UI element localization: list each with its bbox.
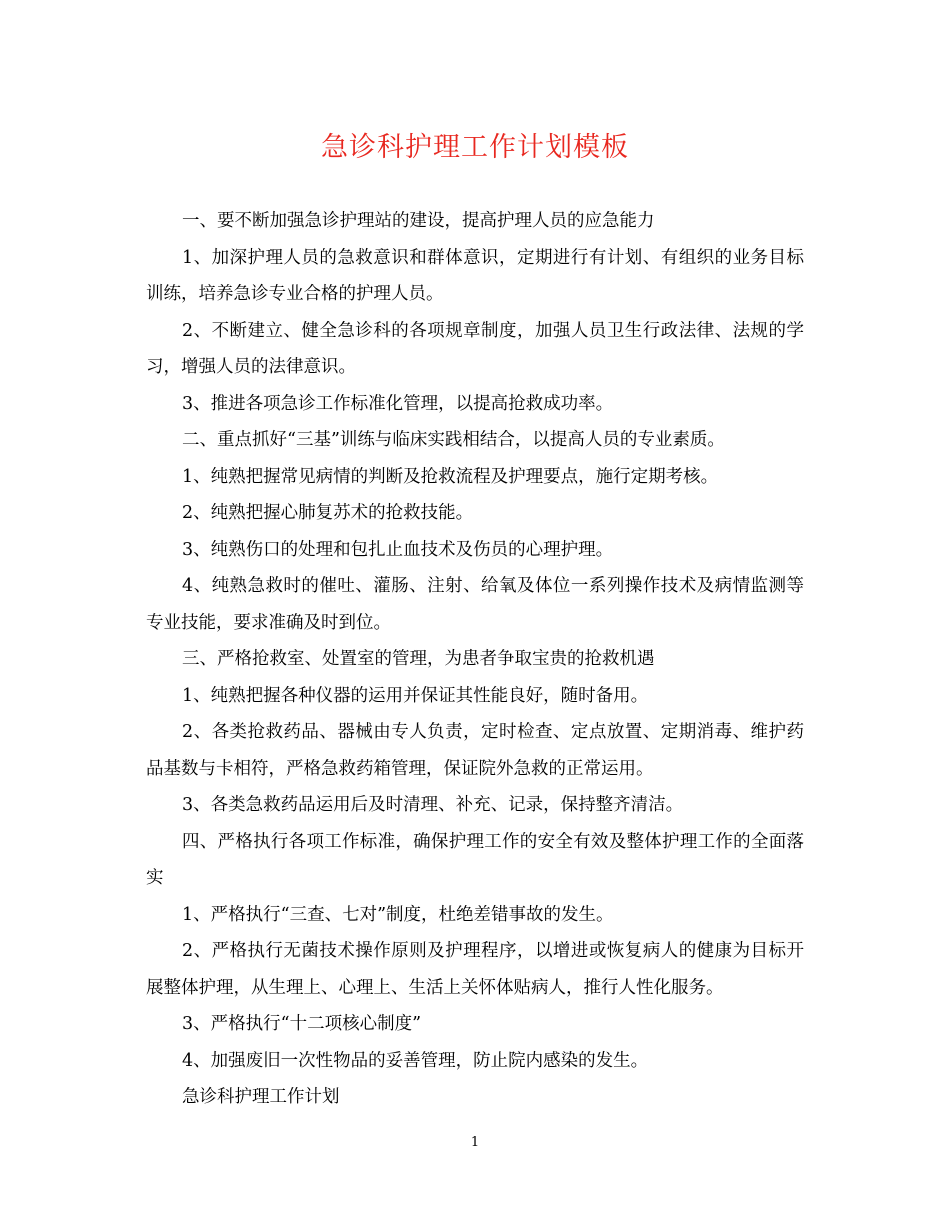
section-heading-4: 四、严格执行各项工作标准，确保护理工作的安全有效及整体护理工作的全面落实 [146, 831, 804, 888]
paragraph: 3、纯熟伤口的处理和包扎止血技术及伤员的心理护理。 [182, 539, 614, 560]
paragraph: 3、推进各项急诊工作标准化管理，以提高抢救成功率。 [182, 393, 614, 414]
paragraph: 3、严格执行“十二项核心制度” [182, 1014, 422, 1034]
paragraph: 3、各类急救药品运用后及时清理、补充、记录，保持整齐清洁。 [182, 795, 684, 815]
page-number: 1 [470, 1135, 480, 1150]
document-body [146, 203, 804, 1116]
document-title: 急诊科护理工作计划模板 [321, 132, 629, 163]
paragraph: 1、加深护理人员的急救意识和群体意识，定期进行有计划、有组织的业务目标训练，培养急诊专业合格的护理人员。 [146, 247, 804, 304]
paragraph: 1、纯熟把握各种仪器的运用并保证其性能良好，随时备用。 [182, 685, 649, 706]
section-heading-1: 一、要不断加强急诊护理站的建设，提高护理人员的应急能力 [182, 211, 655, 231]
paragraph: 1、严格执行“三查、七对”制度，杜绝差错事故的发生。 [182, 904, 614, 925]
paragraph: 2、不断建立、健全急诊科的各项规章制度，加强人员卫生行政法律、法规的学习，增强人员的法律意识。 [146, 320, 804, 377]
paragraph: 2、严格执行无菌技术操作原则及护理程序，以增进或恢复病人的健康为目标开展整体护理，从生理上、心理上、生活上关怀体贴病人，推行人性化服务。 [146, 941, 804, 998]
section-heading-2: 二、重点抓好“三基”训练与临床实践相结合，以提高人员的专业素质。 [182, 430, 725, 450]
section-heading-3: 三、严格抢救室、处置室的管理，为患者争取宝贵的抢救机遇 [182, 649, 655, 669]
paragraph: 2、各类抢救药品、器械由专人负责，定时检查、定点放置、定期消毒、维护药品基数与卡相符，严格急救药箱管理，保证院外急救的正常运用。 [146, 722, 804, 779]
paragraph: 2、纯熟把握心肺复苏术的抢救技能。 [182, 503, 474, 523]
paragraph: 1、纯熟把握常见病情的判断及抢救流程及护理要点，施行定期考核。 [182, 466, 719, 487]
paragraph: 4、纯熟急救时的催吐、灌肠、注射、给氧及体位一系列操作技术及病情监测等专业技能，要求准确及时到位。 [146, 576, 804, 633]
closing-heading: 急诊科护理工作计划 [182, 1087, 340, 1107]
paragraph: 4、加强废旧一次性物品的妥善管理，防止院内感染的发生。 [182, 1050, 649, 1071]
